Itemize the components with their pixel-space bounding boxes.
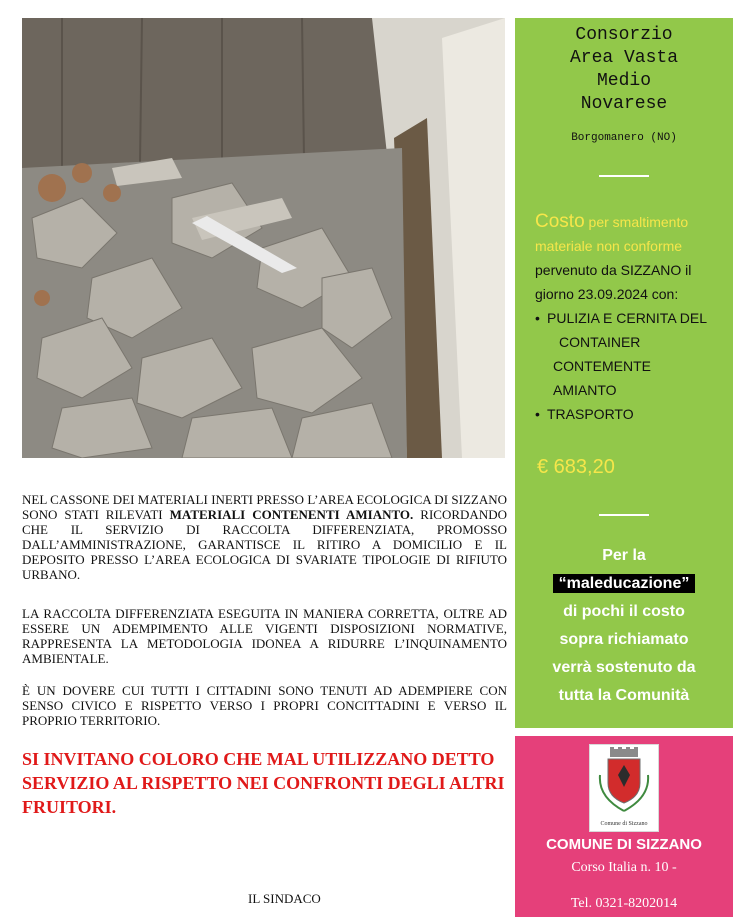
cost-amount: € 683,20 [537,456,615,478]
consortium-name [515,24,733,116]
divider [599,175,649,177]
cost-panel [515,18,733,728]
bullet-dot: • [535,310,540,326]
notice-line: Per la [602,547,646,564]
bullet-transport [535,402,731,426]
notice-line: tutta la Comunità [558,687,690,704]
cost-line-3: pervenuto da SIZZANO il [535,262,692,278]
community-notice [515,542,733,710]
rubble-photo-graphic [22,18,505,458]
bullet-line: PULIZIA E CERNITA DEL [547,310,708,326]
notice-line: di pochi il costo [563,603,685,620]
cost-word: Costo [535,211,585,232]
consortium-name-line: Medio [596,71,651,91]
mayor-signature: IL SINDACO [248,891,321,906]
consortium-name-line: Consorzio [575,25,673,45]
cost-line-4: giorno 23.09.2024 con: [535,286,679,302]
bullet-line: AMIANTO [553,382,617,398]
municipality-panel [515,736,733,917]
warning-message: SI INVITANO COLORO CHE MAL UTILIZZANO DETTO SERVIZIO AL RISPETTO NEI CONFRONTI DEGLI ALTRI FRUITORI. [22,749,505,817]
cost-description [535,210,731,426]
paragraph-civic-duty: È UN DOVERE CUI TUTTI I CITTADINI SONO TENUTI AD ADEMPIERE CON SENSO CIVICO E RISPETTO VERSO I PROPRI CONCITTADINI E VERSO IL PROPRIO TERRITORIO. [22,683,507,728]
cost-line-1-rest: per smaltimento [584,214,689,230]
p1-rest: RICORDANDO CHE IL SERVIZIO DI RACCOLTA DIFFERENZIATA, PROMOSSO DALL’AMMINISTRAZIONE, GARANTISCE IL RITIRO A DOMICILIO E IL DEPOSITO PRESSO L’AREA ECOLOGICA DI SVARIATE TIPOLOGIE DI RIFIUTO URBANO. [22,507,507,582]
municipality-phone: Tel. 0321-8202014 [570,896,678,911]
cost-line-2: materiale non conforme [535,238,683,254]
notice-line: sopra richiamato [559,631,689,648]
notice-line-quoted [515,570,733,598]
consortium-location: Borgomanero (NO) [571,132,677,144]
maleducazione-highlight: “maleducazione” [553,574,696,593]
divider [599,514,649,516]
bullet-line: TRASPORTO [547,406,634,422]
bullet-line: CONTAINER [559,334,641,350]
consortium-name-line: Novarese [580,94,668,114]
municipality-name: COMUNE DI SIZZANO [546,836,702,853]
municipality-address: Corso Italia n. 10 - [571,860,677,875]
paragraph-recycling: LA RACCOLTA DIFFERENZIATA ESEGUITA IN MANIERA CORRETTA, OLTRE AD ESSERE UN ADEMPIMENTO ALLE VIGENTI DISPOSIZIONI NORMATIVE, RAPPRESENTA LA METODOLOGIA IDONEA A RIDURRE L’INQUINAMENTO AMBIENTALE. [22,606,507,666]
rubble-photo [22,18,505,458]
bullet-dot: • [535,406,540,422]
paragraph-asbestos-found [22,492,507,582]
p1-intro: NEL CASSONE DEI MATERIALI INERTI PRESSO L’AREA ECOLOGICA DI SIZZANO SONO STATI RILEVATI [22,492,507,522]
bullet-line: CONTEMENTE [553,358,651,374]
municipality-crest [589,744,659,832]
coat-of-arms-icon [590,745,658,819]
bullet-cleaning [535,306,731,402]
notice-line: verrà sostenuto da [552,659,696,676]
cost-line-1 [535,210,731,234]
p1-asbestos: MATERIALI CONTENENTI AMIANTO. [169,507,414,522]
crest-caption: Comune di Sizzano [600,821,648,827]
consortium-name-line: Area Vasta [569,48,679,68]
